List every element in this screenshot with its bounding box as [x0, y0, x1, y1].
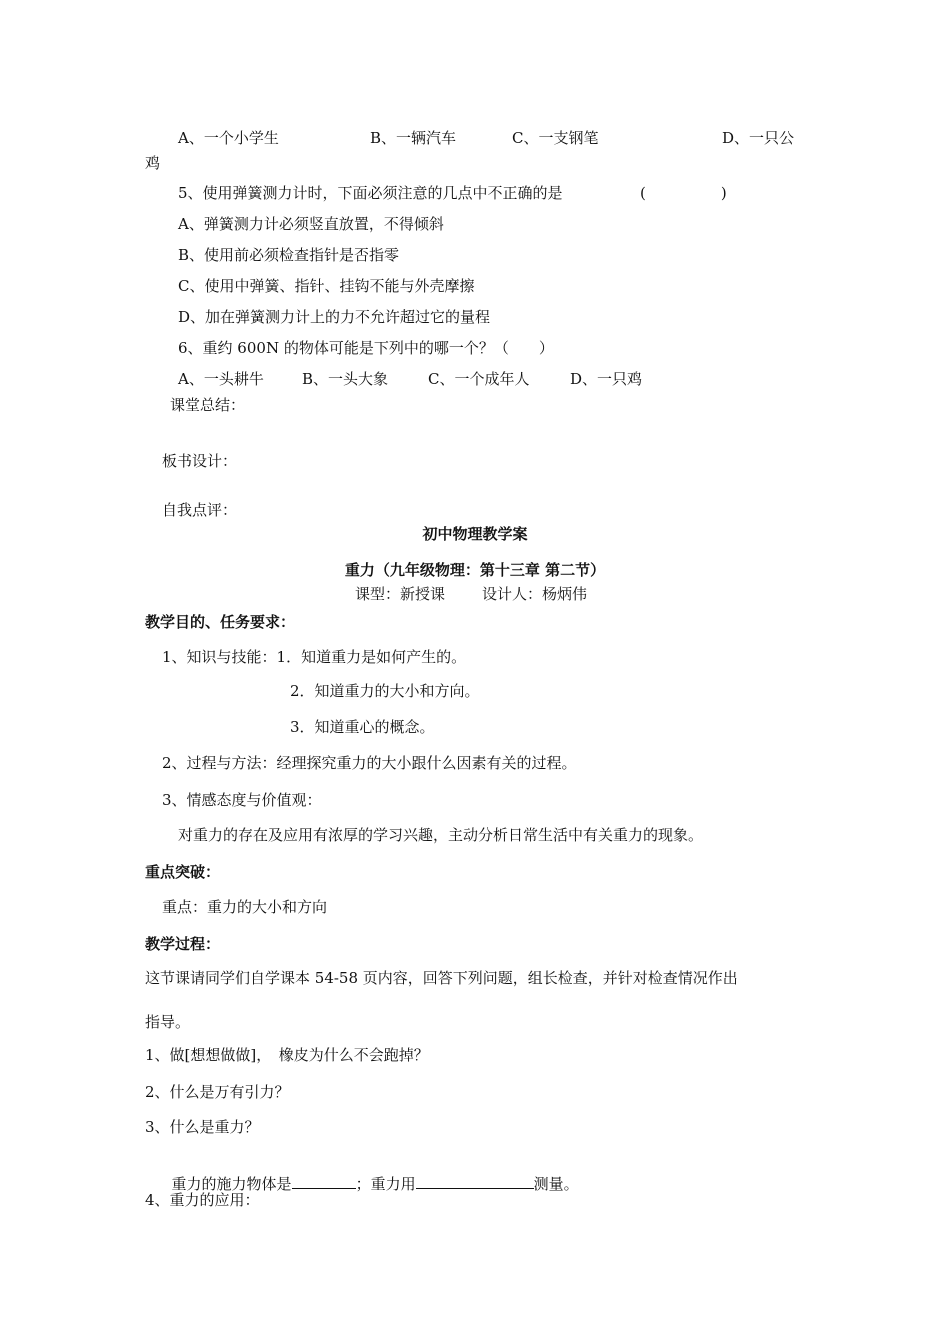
lesson-subtitle: 重力（九年级物理：第十三章 第二节）: [344, 561, 606, 579]
q4-option-d: D、一只公: [722, 129, 795, 147]
question-1: 1、做[想想做做]， 橡皮为什么不会跑掉？: [145, 1046, 429, 1064]
q5-stem: 5、使用弹簧测力计时，下面必须注意的几点中不正确的是: [178, 184, 563, 202]
q6-option-b: B、一头大象: [302, 370, 389, 388]
q6-stem: 6、重约 600N 的物体可能是下列中的哪一个？（ ）: [178, 339, 554, 357]
self-review-label: 自我点评：: [162, 501, 238, 519]
q5-option-b: B、使用前必须检查指针是否指零: [178, 246, 400, 264]
objective-knowledge: 1、知识与技能：1．知道重力是如何产生的。: [162, 648, 467, 666]
q5-option-c: C、使用中弹簧、指针、挂钩不能与外壳摩擦: [178, 277, 475, 295]
objective-attitude: 3、情感态度与价值观：: [162, 791, 322, 809]
question-3: 3、什么是重力？: [145, 1118, 260, 1136]
course-type: 课型：新授课: [355, 585, 446, 603]
q4-option-c: C、一支钢笔: [512, 129, 599, 147]
key-points-detail: 重点：重力的大小和方向: [162, 898, 328, 916]
q5-answer-paren: ( ): [640, 184, 727, 202]
objectives-heading: 教学目的、任务要求：: [145, 613, 296, 631]
question-4: 4、重力的应用：: [145, 1191, 260, 1209]
q6-option-c: C、一个成年人: [428, 370, 530, 388]
q4-option-d-wrap: 鸡: [145, 154, 161, 172]
process-heading: 教学过程：: [145, 935, 221, 953]
board-design-label: 板书设计：: [162, 452, 238, 470]
answer-blank-source[interactable]: [292, 1174, 356, 1189]
process-intro-cont: 指导。: [145, 1013, 191, 1031]
q5-option-d: D、加在弹簧测力计上的力不允许超过它的量程: [178, 308, 491, 326]
key-points-heading: 重点突破：: [145, 863, 221, 881]
q4-option-a: A、一个小学生: [178, 129, 279, 147]
fill-label-source: 重力的施力物体是: [171, 1175, 292, 1193]
class-summary-label: 课堂总结：: [170, 396, 246, 414]
q4-option-b: B、一辆汽车: [370, 129, 457, 147]
process-intro: 这节课请同学们自学课本 54-58 页内容，回答下列问题，组长检查，并针对检查情况作出: [145, 969, 738, 987]
answer-blank-measure[interactable]: [416, 1174, 534, 1189]
q6-option-a: A、一头耕牛: [178, 370, 264, 388]
objective-knowledge-3: 3．知道重心的概念。: [290, 718, 435, 736]
q5-option-a: A、弹簧测力计必须竖直放置，不得倾斜: [178, 215, 444, 233]
question-3-fill: [162, 1154, 579, 1194]
fill-label-end: 测量。: [533, 1175, 579, 1193]
page-title: 初中物理教学案: [422, 525, 528, 543]
question-2: 2、什么是万有引力？: [145, 1083, 290, 1101]
q6-option-d: D、一只鸡: [570, 370, 643, 388]
fill-label-measure: ；重力用: [355, 1175, 416, 1193]
objective-process: 2、过程与方法：经理探究重力的大小跟什么因素有关的过程。: [162, 754, 577, 772]
designer: 设计人：杨炳伟: [482, 585, 588, 603]
objective-knowledge-2: 2．知道重力的大小和方向。: [290, 682, 480, 700]
objective-attitude-detail: 对重力的存在及应用有浓厚的学习兴趣，主动分析日常生活中有关重力的现象。: [178, 826, 704, 844]
